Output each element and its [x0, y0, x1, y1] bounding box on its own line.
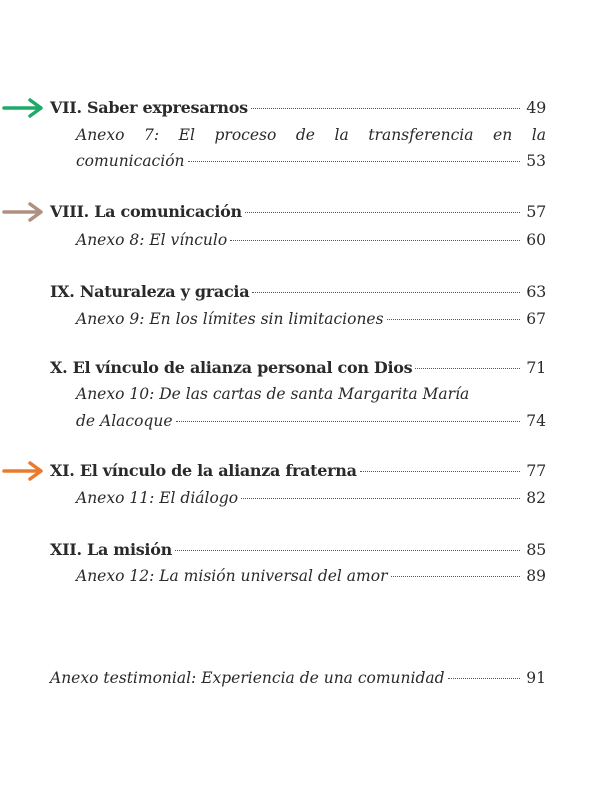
dot-leader [252, 292, 520, 293]
toc-entry-annex-12[interactable] [76, 566, 546, 586]
dot-leader [251, 108, 520, 109]
toc-entry-annex-8[interactable] [76, 230, 546, 250]
page-number: 77 [526, 461, 546, 480]
page-number: 49 [526, 98, 546, 117]
dot-leader [448, 678, 521, 679]
testimonial-title: Anexo testimonial: Experiencia de una comunidad [50, 669, 445, 687]
dot-leader [391, 576, 521, 577]
page-number: 60 [526, 231, 546, 249]
dot-leader [241, 498, 520, 499]
chapter-title: VII. Saber expresarnos [50, 98, 248, 117]
page-number: 82 [526, 489, 546, 507]
page-number: 63 [526, 282, 546, 301]
page-number: 67 [526, 310, 546, 328]
annex-title: Anexo 9: En los límites sin limitaciones [76, 310, 384, 328]
dot-leader [230, 240, 520, 241]
chapter-title: XII. La misión [50, 540, 172, 559]
toc-entry-annex-9[interactable] [76, 309, 546, 329]
annex-10-title-line1[interactable]: Anexo 10: De las cartas de santa Margarita María [76, 385, 470, 403]
chapter-title: X. El vínculo de alianza personal con Dios [50, 358, 413, 377]
orange-arrow-icon [2, 461, 44, 481]
toc-entry-chapter-12[interactable] [50, 540, 546, 560]
annex-title: Anexo 11: El diálogo [76, 489, 239, 507]
annex-title-continued: comunicación [76, 152, 185, 170]
toc-entry-chapter-8[interactable] [50, 202, 546, 222]
page-number: 57 [526, 202, 546, 221]
dot-leader [188, 161, 521, 162]
annex-title: Anexo 12: La misión universal del amor [76, 567, 388, 585]
dot-leader [415, 368, 520, 369]
toc-entry-chapter-10[interactable] [50, 358, 546, 378]
toc-entry-annex-11[interactable] [76, 488, 546, 508]
dot-leader [175, 550, 520, 551]
page-number: 89 [526, 567, 546, 585]
tan-arrow-icon [2, 202, 44, 222]
green-arrow-icon [2, 98, 44, 118]
annex-7-title-line1[interactable]: Anexo 7: El proceso de la transferencia en la [76, 126, 546, 144]
chapter-title: XI. El vínculo de la alianza fraterna [50, 461, 357, 480]
toc-entry-annex-10[interactable] [76, 411, 546, 431]
page-number: 71 [526, 358, 546, 377]
annex-title: Anexo 8: El vínculo [76, 231, 228, 249]
toc-entry-chapter-7[interactable] [50, 98, 546, 118]
dot-leader [360, 471, 521, 472]
dot-leader [176, 421, 521, 422]
chapter-title: IX. Naturaleza y gracia [50, 282, 250, 301]
dot-leader [245, 212, 520, 213]
dot-leader [387, 319, 521, 320]
page-number: 91 [526, 669, 546, 687]
page-number: 53 [526, 152, 546, 170]
page-number: 74 [526, 412, 546, 430]
annex-title-continued: de Alacoque [76, 412, 173, 430]
toc-entry-testimonial[interactable] [50, 668, 546, 688]
chapter-title: VIII. La comunicación [50, 202, 242, 221]
toc-entry-annex-7[interactable] [76, 151, 546, 171]
toc-entry-chapter-9[interactable] [50, 282, 546, 302]
toc-entry-chapter-11[interactable] [50, 461, 546, 481]
page-number: 85 [526, 540, 546, 559]
